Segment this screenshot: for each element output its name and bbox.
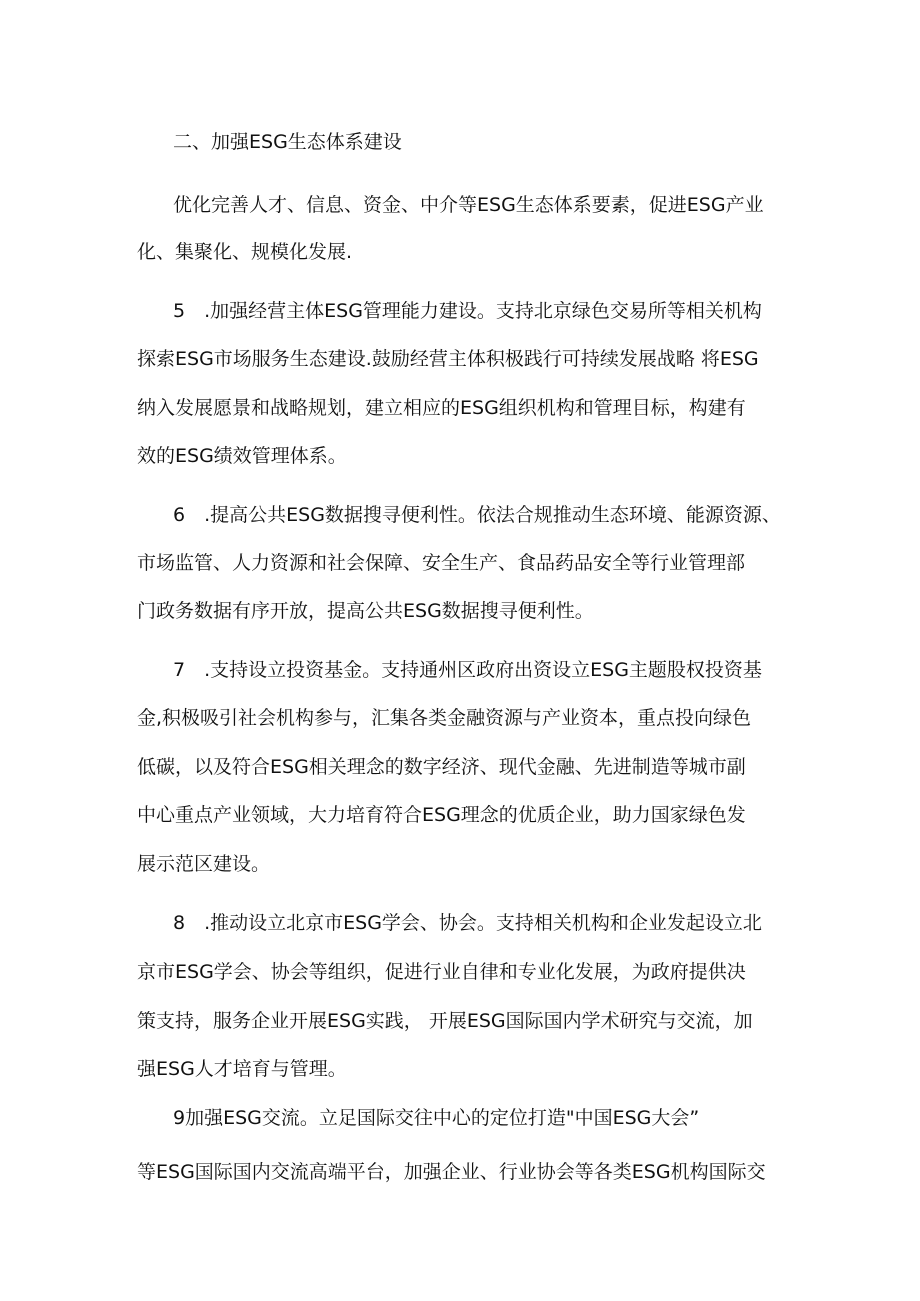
paragraph-line: 纳入发展愿景和战略规划，建立相应的ESG组织机构和管理目标，构建有: [137, 397, 746, 419]
paragraph-line: 优化完善人才、信息、资金、中介等ESG生态体系要素，促进ESG产业: [173, 194, 764, 216]
paragraph-line: 强ESG人才培育与管理。: [137, 1058, 347, 1080]
paragraph-line: 低碳，以及符合ESG相关理念的数字经济、现代金融、先进制造等城市副: [137, 756, 746, 778]
paragraph-line: 金,积极吸引社会机构参与，汇集各类金融资源与产业资本，重点投向绿色: [137, 707, 752, 729]
paragraph-line: 效的ESG绩效管理体系。: [137, 445, 347, 467]
paragraph-line: 8 .推动设立北京市ESG学会、协会。支持相关机构和企业发起设立北: [173, 912, 762, 934]
paragraph-line: 市场监管、人力资源和社会保障、安全生产、食品药品安全等行业管理部: [137, 552, 746, 574]
section-heading: 二、加强ESG生态体系建设: [173, 131, 402, 153]
paragraph-line: 9加强ESG交流。立足国际交往中心的定位打造"中国ESG大会”: [173, 1107, 700, 1129]
paragraph-line: 京市ESG学会、协会等组织，促进行业自律和专业化发展，为政府提供决: [137, 961, 746, 983]
paragraph-line: 6 .提高公共ESG数据搜寻便利性。依法合规推动生态环境、能源资源、: [173, 504, 781, 526]
paragraph-line: 7 .支持设立投资基金。支持通州区政府出资设立ESG主题股权投资基: [173, 659, 762, 681]
paragraph-line: 探索ESG市场服务生态建设.鼓励经营主体积极践行可持续发展战略 将ESG: [137, 348, 759, 370]
paragraph-line: 策支持，服务企业开展ESG实践， 开展ESG国际国内学术研究与交流，加: [137, 1010, 753, 1032]
paragraph-line: 门政务数据有序开放，提高公共ESG数据搜寻便利性。: [137, 600, 594, 622]
paragraph-line: 展示范区建设。: [137, 853, 271, 875]
paragraph-line: 5 .加强经营主体ESG管理能力建设。支持北京绿色交易所等相关机构: [173, 300, 762, 322]
paragraph-line: 等ESG国际国内交流高端平台，加强企业、行业协会等各类ESG机构国际交: [137, 1161, 766, 1183]
paragraph-line: 化、集聚化、规模化发展.: [137, 241, 353, 263]
paragraph-line: 中心重点产业领域，大力培育符合ESG理念的优质企业，助力国家绿色发: [137, 804, 746, 826]
